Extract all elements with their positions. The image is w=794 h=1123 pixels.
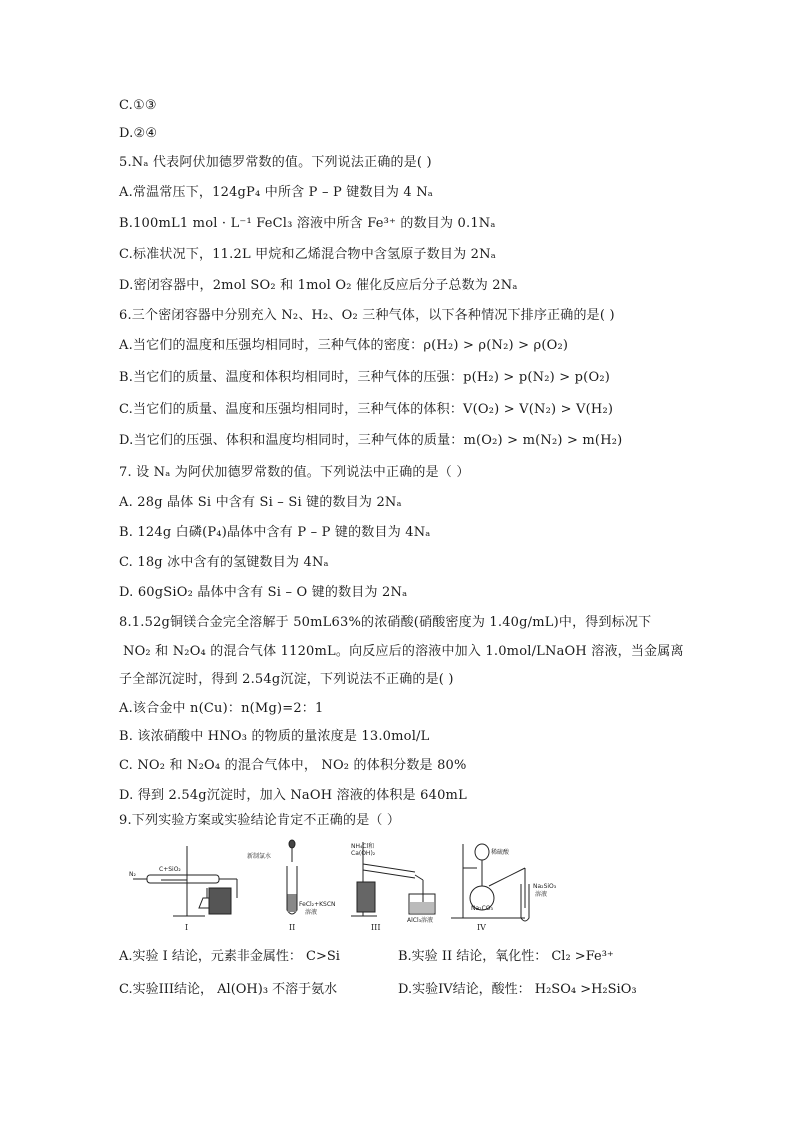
label-solution-4: 溶液 (535, 891, 548, 898)
apparatus-diagram (125, 838, 645, 934)
question-7-option-b: B. 124g 白磷(P₄)晶体中含有 P – P 键的数目为 4Nₐ (119, 525, 431, 540)
question-6-option-a: A.当它们的温度和压强均相同时，三种气体的密度：ρ(H₂) > ρ(N₂) > ρ(O₂) (119, 338, 569, 353)
question-9-option-d: D.实验IV结论，酸性： H₂SO₄ >H₂SiO₃ (398, 982, 637, 997)
question-9-option-a: A.实验 I 结论，元素非金属性： C>Si (119, 949, 340, 964)
label-n2: N₂ (129, 871, 136, 878)
figure-number-3: III (371, 923, 381, 932)
label-chlorine-water: 新制氯水 (247, 853, 272, 860)
question-9-stem: 9.下列实验方案或实验结论肯定不正确的是（ ） (119, 813, 401, 828)
figure-number-2: II (289, 923, 296, 932)
question-7-option-a: A. 28g 晶体 Si 中含有 Si – Si 键的数目为 2Nₐ (119, 495, 402, 510)
option-d-prev: D.②④ (119, 126, 158, 141)
label-na2sio3: Na₂SiO₃ (533, 883, 557, 890)
label-fecl2-kscn: FeCl₂+KSCN (299, 901, 336, 908)
question-9-option-b: B.实验 II 结论，氧化性： Cl₂ >Fe³⁺ (398, 949, 614, 964)
question-6-stem: 6.三个密闭容器中分别充入 N₂、H₂、O₂ 三种气体，以下各种情况下排序正确的是( ) (119, 308, 615, 323)
apparatus-2 (287, 840, 297, 914)
label-c-sio2: C+SiO₂ (159, 866, 181, 873)
question-8-option-b: B. 该浓硝酸中 HNO₃ 的物质的量浓度是 13.0mol/L (119, 729, 430, 744)
option-c-prev: C.①③ (119, 98, 157, 113)
question-6-option-b: B.当它们的质量、温度和体积均相同时，三种气体的压强：p(H₂) > p(N₂) > p(O₂) (119, 370, 611, 385)
question-8-stem-line-1: 8.1.52g铜镁合金完全溶解于 50mL63%的浓硝酸(硝酸密度为 1.40g/mL)中，得到标况下 (119, 615, 652, 630)
figure-number-4: IV (477, 923, 486, 932)
question-5-option-b: B.100mL1 mol · L⁻¹ FeCl₃ 溶液中所含 Fe³⁺ 的数目为 0.1Nₐ (119, 216, 496, 231)
question-7-option-c: C. 18g 冰中含有的氢键数目为 4Nₐ (119, 555, 329, 570)
question-6-option-d: D.当它们的压强、体积和温度均相同时，三种气体的质量：m(O₂) > m(N₂) > m(H₂) (119, 433, 623, 448)
question-5-option-c: C.标准状况下，11.2L 甲烷和乙烯混合物中含氢原子数目为 2Nₐ (119, 247, 496, 262)
question-9-option-c: C.实验III结论， Al(OH)₃ 不溶于氨水 (119, 982, 338, 997)
label-dilute-h2so4: 稀硫酸 (491, 849, 510, 856)
label-solution-2: 溶液 (305, 909, 318, 916)
question-5-stem: 5.Nₐ 代表阿伏加德罗常数的值。下列说法正确的是( ) (119, 155, 432, 170)
question-8-option-a: A.该合金中 n(Cu)：n(Mg)=2：1 (119, 701, 324, 716)
question-8-stem-line-3: 子全部沉淀时，得到 2.54g沉淀，下列说法不正确的是( ) (119, 672, 454, 687)
question-5-option-a: A.常温常压下，124gP₄ 中所含 P – P 键数目为 4 Nₐ (119, 185, 433, 200)
label-na2co3: Na₂CO₃ (471, 905, 493, 912)
question-5-option-d: D.密闭容器中，2mol SO₂ 和 1mol O₂ 催化反应后分子总数为 2Nₐ (119, 278, 518, 293)
question-8-option-c: C. NO₂ 和 N₂O₄ 的混合气体中， NO₂ 的体积分数是 80% (119, 758, 467, 773)
question-6-option-c: C.当它们的质量、温度和压强均相同时，三种气体的体积：V(O₂) > V(N₂) > V(H₂) (119, 402, 614, 417)
apparatus-1 (133, 846, 237, 916)
question-7-option-d: D. 60gSiO₂ 晶体中含有 Si – O 键的数目为 2Nₐ (119, 585, 408, 600)
question-7-stem: 7. 设 Nₐ 为阿伏加德罗常数的值。下列说法中正确的是（ ） (119, 465, 470, 480)
label-alcl3: AlCl₃溶液 (407, 917, 434, 924)
question-8-stem-line-2: NO₂ 和 N₂O₄ 的混合气体 1120mL。向反应后的溶液中加入 1.0mol/LNaOH 溶液，当金属离 (123, 644, 684, 659)
label-caoh2: Ca(OH)₂ (351, 850, 376, 857)
label-nh4cl: NH₄Cl和 (351, 843, 375, 850)
question-8-option-d: D. 得到 2.54g沉淀时，加入 NaOH 溶液的体积是 640mL (119, 788, 467, 803)
experiment-apparatus-figure (125, 838, 645, 934)
figure-number-1: I (185, 923, 189, 932)
